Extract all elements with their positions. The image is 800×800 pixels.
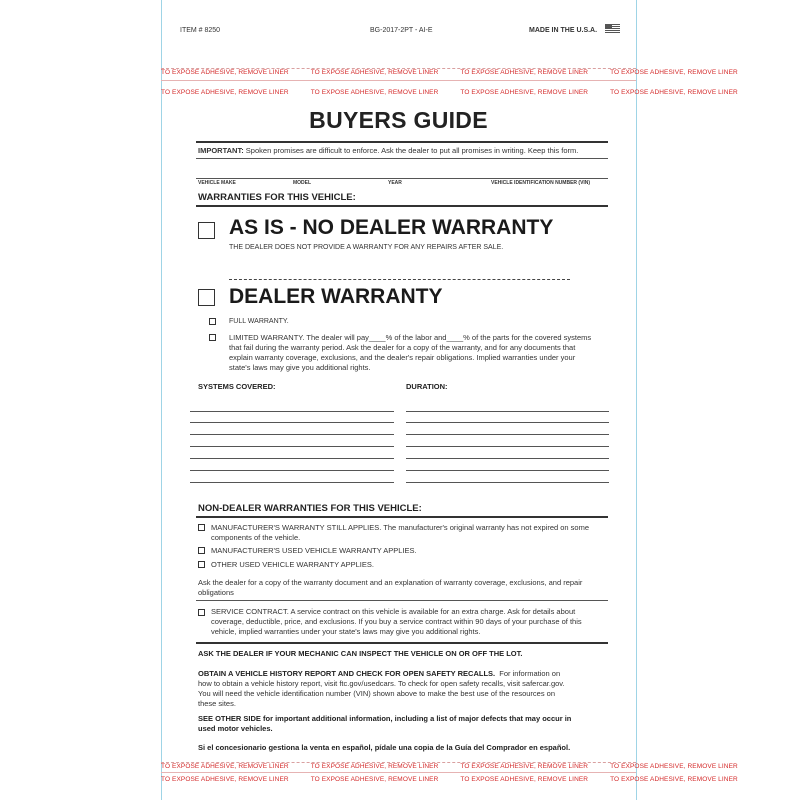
liner-strip-bottom-2: TO EXPOSE ADHESIVE, REMOVE LINER TO EXPOSE ADHESIVE, REMOVE LINER TO EXPOSE ADHESIVE, REMOVE LINER TO EXPOSE ADHESIVE, REMOVE LINER: [161, 776, 738, 783]
manufacturer-warranty-checkbox[interactable]: [198, 524, 205, 531]
as-is-subtitle: THE DEALER DOES NOT PROVIDE A WARRANTY FOR ANY REPAIRS AFTER SALE.: [229, 244, 504, 251]
important-rule: [196, 158, 608, 159]
ask-dealer-copy-text: Ask the dealer for a copy of the warranty document and an explanation of warranty coverage, exclusions, and repair obligations: [198, 578, 583, 597]
service-contract-checkbox[interactable]: [198, 609, 205, 616]
systems-line[interactable]: [190, 482, 394, 483]
non-dealer-rule: [196, 516, 608, 518]
warranties-rule: [196, 205, 608, 207]
mechanic-notice: ASK THE DEALER IF YOUR MECHANIC CAN INSPECT THE VEHICLE ON OR OFF THE LOT.: [198, 649, 523, 658]
manufacturer-warranty-text: MANUFACTURER'S WARRANTY STILL APPLIES. The manufacturer's original warranty has not expired on some components of the vehicle.: [211, 523, 590, 542]
liner-divider-top: [161, 80, 636, 81]
dealer-warranty-checkbox[interactable]: [198, 289, 215, 306]
footer-rule: [196, 642, 608, 644]
systems-line[interactable]: [190, 458, 394, 459]
duration-line[interactable]: [406, 470, 609, 471]
used-warranty-checkbox[interactable]: [198, 547, 205, 554]
full-warranty-checkbox[interactable]: [209, 318, 216, 325]
warranties-heading: WARRANTIES FOR THIS VEHICLE:: [198, 192, 356, 203]
liner-strip-bottom-1: TO EXPOSE ADHESIVE, REMOVE LINER TO EXPOSE ADHESIVE, REMOVE LINER TO EXPOSE ADHESIVE, REMOVE LINER TO EXPOSE ADHESIVE, REMOVE LINER: [161, 763, 738, 770]
us-flag-icon: [605, 24, 620, 34]
liner-strip-top-1: TO EXPOSE ADHESIVE, REMOVE LINER TO EXPOSE ADHESIVE, REMOVE LINER TO EXPOSE ADHESIVE, REMOVE LINER TO EXPOSE ADHESIVE, REMOVE LINER: [161, 69, 738, 76]
other-warranty-label: OTHER USED VEHICLE WARRANTY APPLIES.: [211, 560, 374, 569]
duration-line[interactable]: [406, 434, 609, 435]
duration-line[interactable]: [406, 458, 609, 459]
see-other-side-text: SEE OTHER SIDE for important additional information, including a list of major defects that may occur in used motor vehicles.: [198, 714, 572, 733]
systems-line[interactable]: [190, 446, 394, 447]
page-title: BUYERS GUIDE: [309, 107, 488, 133]
year-label: YEAR: [388, 180, 402, 186]
as-is-checkbox[interactable]: [198, 222, 215, 239]
dealer-warranty-title: DEALER WARRANTY: [229, 285, 443, 308]
separator-dashed: [229, 279, 570, 280]
used-warranty-label: MANUFACTURER'S USED VEHICLE WARRANTY APPLIES.: [211, 546, 417, 555]
model-label: MODEL: [293, 180, 312, 186]
sheet-right-edge: [636, 0, 637, 800]
item-number: ITEM # 8250: [180, 27, 221, 34]
liner-strip-top-2: TO EXPOSE ADHESIVE, REMOVE LINER TO EXPOSE ADHESIVE, REMOVE LINER TO EXPOSE ADHESIVE, REMOVE LINER TO EXPOSE ADHESIVE, REMOVE LINER: [161, 89, 738, 96]
limited-warranty-text: LIMITED WARRANTY. The dealer will pay____% of the labor and____% of the parts for the covered systems that fail during the warranty period. Ask the dealer for a copy of the warranty, and for any documents that explain warranty coverage, exclusions, and the dealer's repair obligations. Implied warranties under your state's laws may give you additional rights.: [229, 333, 592, 372]
full-warranty-label: FULL WARRANTY.: [229, 318, 289, 325]
duration-line[interactable]: [406, 422, 609, 423]
service-contract-text: SERVICE CONTRACT. A service contract on this vehicle is available for an extra charge. Ask for details about coverage, deductible, price, and exclusions. If you buy a service contract within 90 days of your purchase of this vehicle, implied warranties under your state's laws may give you additional rights.: [211, 607, 582, 636]
spanish-notice: Si el concesionario gestiona la venta en español, pídale una copia de la Guía del Comprador en español.: [198, 743, 571, 752]
duration-line[interactable]: [406, 482, 609, 483]
limited-warranty-checkbox[interactable]: [209, 334, 216, 341]
duration-line[interactable]: [406, 411, 609, 412]
important-notice: IMPORTANT: Spoken promises are difficult to enforce. Ask the dealer to put all promises in writing. Keep this form.: [198, 146, 579, 155]
vin-label: VEHICLE IDENTIFICATION NUMBER (VIN): [491, 180, 591, 186]
vehicle-make-label: VEHICLE MAKE: [198, 180, 236, 186]
systems-covered-label: SYSTEMS COVERED:: [198, 382, 276, 391]
non-dealer-heading: NON-DEALER WARRANTIES FOR THIS VEHICLE:: [198, 503, 422, 514]
service-rule: [196, 600, 608, 601]
made-in-usa: MADE IN THE U.S.A.: [529, 27, 598, 34]
duration-label: DURATION:: [406, 382, 448, 391]
systems-line[interactable]: [190, 434, 394, 435]
form-code: BG-2017-2PT - AI-E: [370, 27, 433, 34]
systems-line[interactable]: [190, 411, 394, 412]
duration-line[interactable]: [406, 446, 609, 447]
liner-divider-bottom: [161, 772, 636, 773]
vehicle-line: [196, 178, 608, 179]
other-warranty-checkbox[interactable]: [198, 561, 205, 568]
title-rule: [196, 141, 608, 143]
history-report-text: OBTAIN A VEHICLE HISTORY REPORT AND CHECK FOR OPEN SAFETY RECALLS. For information on how to obtain a vehicle history report, visit ftc.gov/usedcars. To check for open safety recalls, visit safercar.gov. You will need the vehicle identification number (VIN) shown above to make the best use of the resources on these sites.: [198, 669, 565, 708]
as-is-title: AS IS - NO DEALER WARRANTY: [229, 216, 554, 239]
systems-line[interactable]: [190, 470, 394, 471]
systems-line[interactable]: [190, 422, 394, 423]
